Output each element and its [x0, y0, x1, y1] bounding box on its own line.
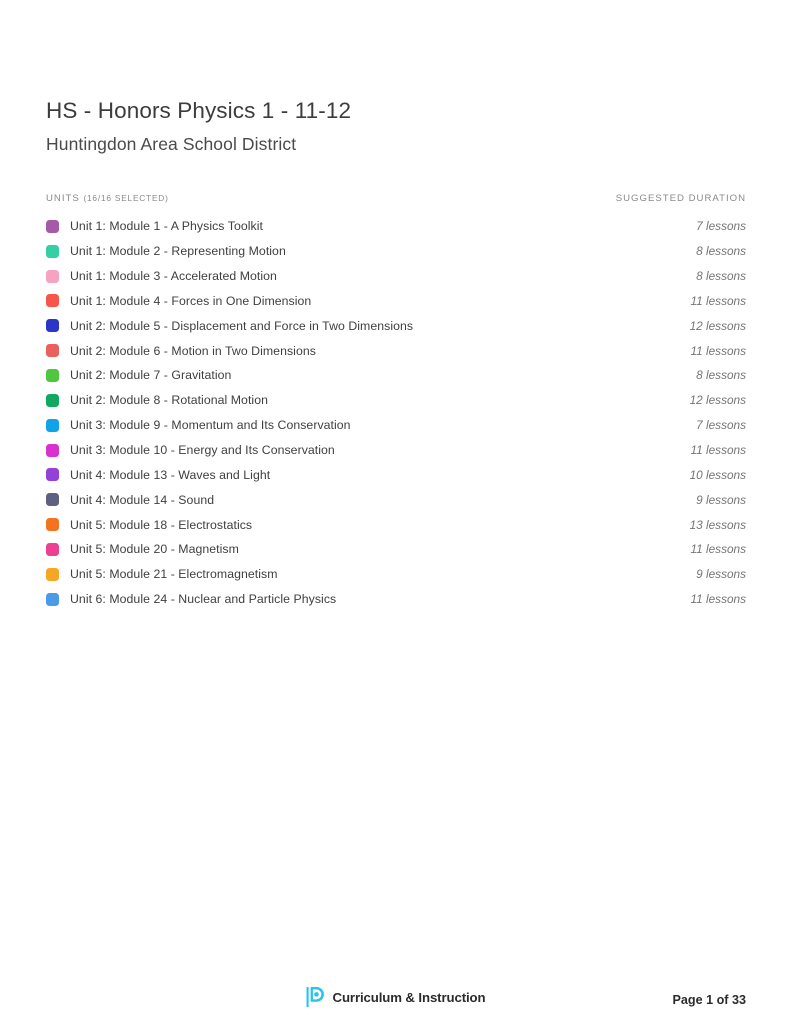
- unit-name: Unit 1: Module 2 - Representing Motion: [70, 244, 286, 259]
- unit-duration: 11 lessons: [690, 542, 746, 557]
- table-row[interactable]: [46, 388, 746, 413]
- unit-duration: 10 lessons: [689, 467, 746, 482]
- unit-name: Unit 4: Module 13 - Waves and Light: [70, 467, 271, 482]
- unit-name: Unit 1: Module 1 - A Physics Toolkit: [70, 219, 263, 234]
- table-header: [46, 193, 746, 208]
- unit-name: Unit 3: Module 10 - Energy and Its Conservation: [70, 443, 335, 458]
- unit-duration: 9 lessons: [696, 492, 746, 507]
- unit-name: Unit 3: Module 9 - Momentum and Its Conservation: [70, 418, 351, 433]
- unit-color-swatch: [46, 593, 59, 606]
- unit-duration: 11 lessons: [690, 592, 746, 607]
- table-row[interactable]: [46, 239, 746, 264]
- unit-color-swatch: [46, 394, 59, 407]
- page-footer: [0, 952, 791, 1024]
- table-row[interactable]: [46, 438, 746, 463]
- units-column-label: UNITS: [46, 193, 80, 204]
- unit-name: Unit 4: Module 14 - Sound: [70, 492, 215, 507]
- unit-name: Unit 5: Module 21 - Electromagnetism: [70, 567, 278, 582]
- unit-list: [46, 214, 746, 612]
- table-row[interactable]: [46, 264, 746, 289]
- unit-color-swatch: [46, 220, 59, 233]
- unit-name: Unit 2: Module 8 - Rotational Motion: [70, 393, 268, 408]
- unit-duration: 12 lessons: [689, 318, 746, 333]
- unit-color-swatch: [46, 468, 59, 481]
- page-subtitle: Huntingdon Area School District: [46, 134, 297, 154]
- unit-color-swatch: [46, 543, 59, 556]
- unit-color-swatch: [46, 493, 59, 506]
- table-row[interactable]: [46, 413, 746, 438]
- units-column-header: [46, 193, 169, 204]
- table-row[interactable]: [46, 313, 746, 338]
- table-row[interactable]: [46, 537, 746, 562]
- unit-duration: 8 lessons: [696, 269, 746, 284]
- units-selected-count: (16/16 SELECTED): [83, 193, 169, 203]
- unit-duration: 7 lessons: [696, 418, 746, 433]
- table-row[interactable]: [46, 338, 746, 363]
- unit-duration: 11 lessons: [690, 343, 746, 358]
- unit-duration: 9 lessons: [696, 567, 746, 582]
- unit-duration: 8 lessons: [696, 368, 746, 383]
- unit-color-swatch: [46, 518, 59, 531]
- unit-name: Unit 1: Module 4 - Forces in One Dimension: [70, 293, 312, 308]
- unit-duration: 13 lessons: [689, 517, 746, 532]
- table-row[interactable]: [46, 562, 746, 587]
- table-row[interactable]: [46, 587, 746, 612]
- brand-name: Curriculum & Instruction: [332, 989, 486, 1005]
- unit-name: Unit 2: Module 7 - Gravitation: [70, 368, 232, 383]
- table-row[interactable]: [46, 512, 746, 537]
- table-row[interactable]: [46, 289, 746, 314]
- unit-name: Unit 5: Module 18 - Electrostatics: [70, 517, 253, 532]
- table-row[interactable]: [46, 487, 746, 512]
- unit-color-swatch: [46, 319, 59, 332]
- unit-name: Unit 6: Module 24 - Nuclear and Particle Physics: [70, 592, 337, 607]
- table-row[interactable]: [46, 363, 746, 388]
- unit-color-swatch: [46, 369, 59, 382]
- unit-color-swatch: [46, 444, 59, 457]
- unit-color-swatch: [46, 294, 59, 307]
- unit-name: Unit 1: Module 3 - Accelerated Motion: [70, 269, 277, 284]
- page-number: Page 1 of 33: [672, 993, 746, 1007]
- unit-duration: 11 lessons: [690, 443, 746, 458]
- table-row[interactable]: [46, 462, 746, 487]
- unit-name: Unit 2: Module 5 - Displacement and Force in Two Dimensions: [70, 318, 414, 333]
- brand-logo: [306, 986, 486, 1008]
- duration-column-header: SUGGESTED DURATION: [615, 193, 746, 204]
- unit-color-swatch: [46, 419, 59, 432]
- unit-color-swatch: [46, 245, 59, 258]
- unit-duration: 12 lessons: [689, 393, 746, 408]
- page-content: [46, 0, 746, 612]
- unit-color-swatch: [46, 568, 59, 581]
- unit-color-swatch: [46, 344, 59, 357]
- unit-color-swatch: [46, 270, 59, 283]
- unit-duration: 11 lessons: [690, 293, 746, 308]
- page-title: HS - Honors Physics 1 - 11-12: [46, 98, 352, 123]
- unit-name: Unit 5: Module 20 - Magnetism: [70, 542, 239, 557]
- p-logo-icon: [306, 986, 326, 1008]
- unit-duration: 7 lessons: [696, 219, 746, 234]
- table-row[interactable]: [46, 214, 746, 239]
- unit-name: Unit 2: Module 6 - Motion in Two Dimensions: [70, 343, 316, 358]
- unit-duration: 8 lessons: [696, 244, 746, 259]
